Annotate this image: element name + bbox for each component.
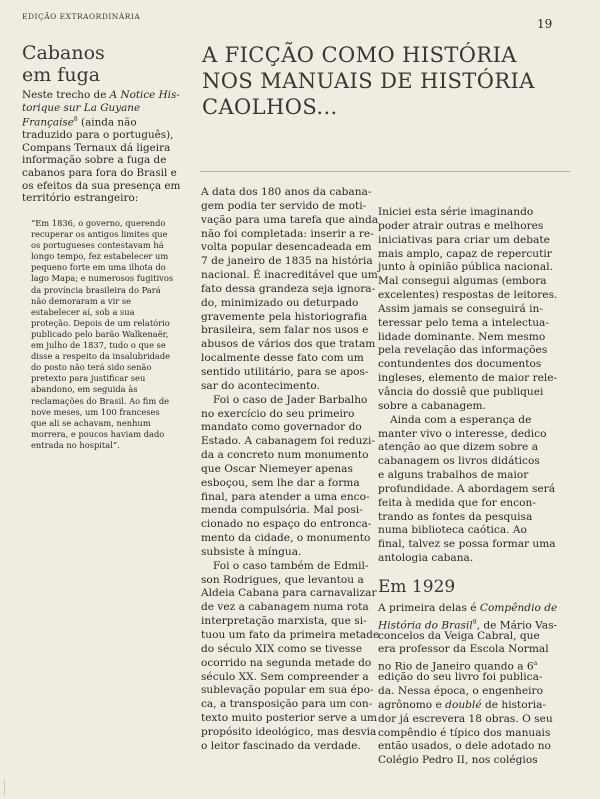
text-line: excelentes) respostas de leitores.: [378, 289, 558, 302]
text-line: cionado no espaço do entronca-: [201, 518, 372, 531]
footnote-ref: 9: [472, 618, 477, 626]
text-line: então usados, o dele adotado no: [378, 740, 551, 753]
text-line: da a concreto num monumento: [201, 449, 369, 462]
text-line: propósito ideológico, mas desvia: [201, 725, 377, 738]
column-1-body: [201, 186, 380, 754]
text-line: não foi completada: inserir a re-: [201, 227, 374, 240]
text-line: A primeira delas é Compêndio de: [378, 601, 558, 614]
book-title: História do Brasil: [378, 619, 473, 632]
text-line: mento da cidade, o monumento: [201, 532, 371, 545]
text-line: antologia cabana.: [378, 552, 474, 565]
column-2-body: [378, 206, 558, 566]
text-line: volta popular desencadeada em: [201, 241, 372, 254]
text-line: abusos de vários dos que tratam: [201, 338, 376, 351]
text-line: mais amplo, capaz de repercutir: [378, 247, 552, 260]
headline-line: NOS MANUAIS DE HISTÓRIA: [202, 69, 535, 93]
sidebar-intro: [22, 89, 182, 205]
text-line: fato dessa grandeza seja ignora-: [201, 282, 376, 295]
paragraph: [201, 186, 379, 394]
text-line: ocorrido na segunda metade do: [201, 656, 372, 669]
section-heading: Em 1929: [378, 576, 456, 597]
article-column-1: [201, 186, 380, 754]
text-line: Colégio Pedro II, nos colégios: [378, 754, 538, 767]
text-line: de vez a cabanagem numa rota: [201, 601, 369, 614]
book-title-line: A Notice His-: [109, 89, 180, 101]
section-label: EDIÇÃO EXTRAORDINÁRIA: [22, 12, 141, 21]
text-line: era professor da Escola Normal: [378, 643, 549, 656]
text-line: iniciativas para criar um debate: [378, 233, 550, 246]
text-line: ca, a transposição para um con-: [201, 698, 373, 711]
text-line: manter vivo o interesse, dedico: [378, 427, 547, 440]
footnote-ref: 8: [73, 116, 78, 124]
text-line: agrônomo e doublé de historia-: [378, 698, 547, 711]
text-line: que Oscar Niemeyer apenas: [201, 462, 353, 475]
text-line: profundidade. A abordagem será: [378, 482, 556, 495]
text-line: vância do dossiê que publiquei: [378, 385, 544, 398]
page-number: 19: [537, 17, 553, 31]
text-line: contundentes dos documentos: [378, 358, 542, 371]
text-line: tuou um fato da primeira metade: [201, 629, 380, 641]
text-line: dor já escrevera 18 obras. O seu: [378, 712, 553, 725]
text-line: final, talvez se possa formar uma: [378, 538, 556, 551]
sidebar-title: [22, 42, 182, 86]
text-line: numa biblioteca caótica. Ao: [378, 524, 527, 537]
text-line: esboçou, sem lhe dar a forma: [201, 476, 360, 489]
text-line: sobre a cabanagem.: [378, 399, 486, 412]
text-line: teressar pelo tema a intelectua-: [378, 316, 549, 329]
article-column-2: [378, 206, 558, 768]
paragraph: [201, 394, 373, 560]
text-line: pela revelação das informações: [378, 344, 548, 357]
text-line: sentido utilitário, para se apos-: [201, 365, 369, 378]
last-paragraph: [378, 601, 558, 768]
text-line: mandato como governador do: [201, 421, 362, 434]
text-line: localmente desse fato com um: [201, 352, 364, 365]
divider: [200, 171, 570, 172]
text-line: Foi o caso também de Edmil-: [213, 559, 369, 572]
text-line: A data dos 180 anos da cabana-: [201, 186, 372, 198]
text-line: menda compulsória. Mal posi-: [201, 504, 363, 517]
text-line: e alguns trabalhos de maior: [378, 469, 529, 482]
headline-line: A FICÇÃO COMO HISTÓRIA: [202, 43, 517, 67]
text-line: Foi o caso de Jader Barbalho: [213, 393, 368, 406]
text-line: edição do seu livro foi publica-: [378, 671, 543, 684]
text-line: texto muito posterior serve a um: [201, 712, 378, 725]
text-line: Iniciei esta série imaginando: [378, 206, 534, 218]
text-line: sublevação popular em sua épo-: [201, 684, 374, 697]
intro-text: Neste trecho de: [22, 89, 110, 101]
text-line: Mal consegui algumas (embora: [378, 275, 547, 288]
paragraph: [378, 206, 558, 414]
text-line: son Rodrigues, que levantou a: [201, 573, 364, 586]
margin-mark: [4, 780, 5, 796]
sidebar-title-line: Cabanos: [22, 42, 105, 64]
text-line: no exercício do seu primeiro: [201, 407, 355, 420]
text-line: poder atrair outras e melhores: [378, 219, 544, 232]
text-line: Estado. A cabanagem foi reduzi-: [201, 435, 375, 448]
paragraph: [201, 559, 380, 754]
text-line: gravemente pela historiografia: [201, 310, 368, 323]
text-line: Aldeia Cabana para carnavalizar: [201, 587, 377, 600]
text-line: da. Nessa época, o engenheiro: [378, 685, 543, 697]
text-line: sar do acontecimento.: [201, 379, 320, 392]
text-line: nacional. É inacreditável que um: [201, 269, 378, 282]
text-line: interpretação marxista, que si-: [201, 615, 367, 628]
text-line: brasileira, sem falar nos usos e: [201, 324, 369, 337]
text-line: feita à medida que for encon-: [378, 496, 536, 509]
text-line: do século XIX como se tivesse: [201, 642, 362, 655]
text-line: ingleses, elemento de maior rele-: [378, 372, 558, 385]
text-line: século XX. Sem compreender a: [201, 670, 369, 683]
headline-line: CAOLHOS...: [202, 95, 338, 119]
text-line: Assim jamais se conseguirá in-: [378, 302, 543, 315]
text-line: junto à opinião pública nacional.: [378, 261, 553, 274]
text-line: compêndio é típico dos manuais: [378, 726, 551, 739]
paragraph: [378, 413, 556, 566]
text-line: atenção ao que dizem sobre a: [378, 441, 539, 454]
text-line: cabanagem os livros didáticos: [378, 455, 540, 468]
text-line: trando as fontes da pesquisa: [378, 510, 533, 523]
book-title-line: torique sur La Guyane Française: [22, 101, 141, 129]
intro-text: (ainda não traduzido para o português), Compans Ternaux dá ligeira informação sobre a fuga de cabanos para fora do Brasil e os efeitos da sua presença em território estrangeiro:: [22, 116, 181, 205]
text-line: vação para uma tarefa que ainda: [201, 213, 379, 226]
text-line: o leitor fascinado da verdade.: [201, 739, 361, 752]
text-line: final, para atender a uma enco-: [201, 490, 370, 503]
article-headline: [202, 42, 562, 120]
text-line: concelos da Veiga Cabral, que: [378, 629, 540, 642]
book-title: Compêndio de: [479, 601, 558, 614]
text-line: no Rio de Janeiro quando a 6$^a$: [378, 660, 538, 673]
text-line: Ainda com a esperança de: [390, 413, 532, 426]
text-line: do, minimizado ou deturpado: [201, 296, 359, 309]
text-line: História do Brasil$^9$, de Mário Vas-: [378, 618, 558, 632]
sidebar-quote: “Em 1836, o governo, querendo recuperar os antigos limites que os portugueses contestavam há longo tempo, fez estabelecer um pequeno forte em uma ilhota do lago Mapa; e numerosos fugitivos da província brasileira do Pará não demoraram a vir se estabelecer aí, sob a sua proteção. Depois de um relatório publicado pelo barão Walkenaër, em julho de 1837, tudo o que se disse a respeito da insalubridade do posto não terá sido senão pretexto para justificar seu abandono, em seguida às reclamações do Brasil. Ao fim de nove meses, um 100 franceses que ali se achavam, nenhum morrera, e poucos haviam dado entrada no hospital”.: [31, 218, 174, 450]
text-line: lidade dominante. Nem mesmo: [378, 330, 546, 343]
text-line: subsiste à míngua.: [201, 545, 302, 558]
sidebar-title-line: em fuga: [22, 64, 101, 86]
text-line: 7 de janeiro de 1835 na história: [201, 255, 373, 268]
text-line: gem podia ter servido de moti-: [201, 199, 367, 212]
